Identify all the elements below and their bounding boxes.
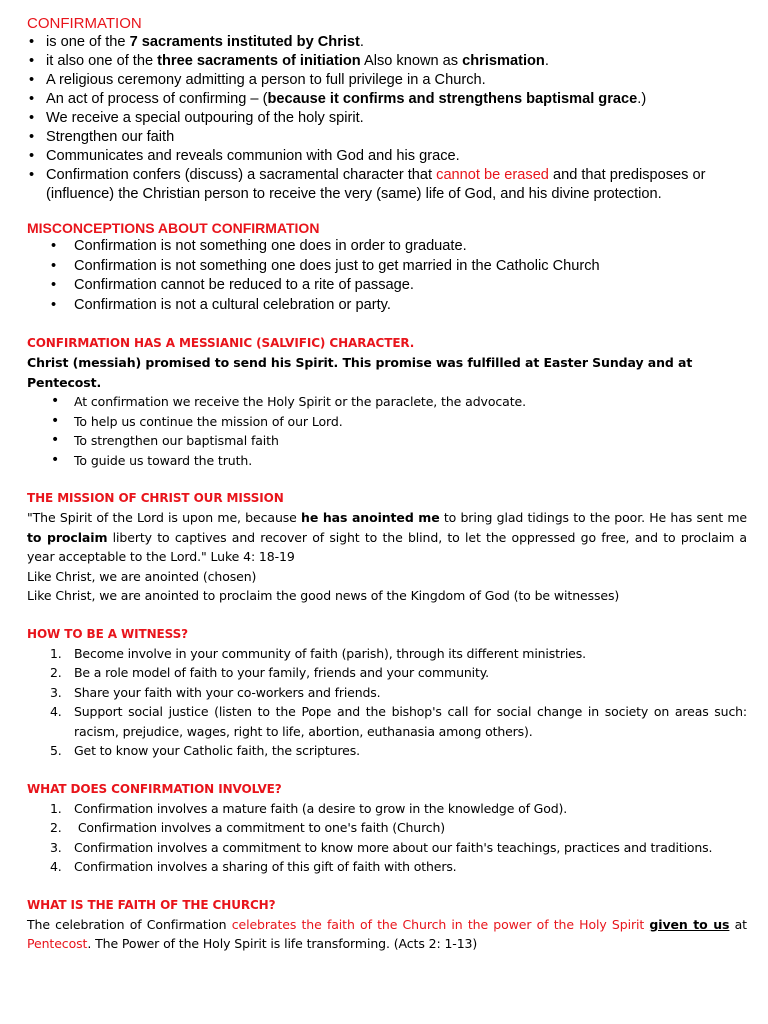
- list-item: • is one of the 7 sacraments instituted by Christ.: [27, 33, 747, 52]
- section-heading: THE MISSION OF CHRIST OUR MISSION: [27, 491, 284, 505]
- list-item: • To strengthen our baptismal faith: [27, 431, 747, 451]
- list-item: • it also one of the three sacraments of initiation Also known as chrismation.: [27, 52, 747, 71]
- section-mission: [27, 489, 747, 606]
- list-item: • Communicates and reveals communion with God and his grace.: [27, 147, 747, 166]
- section-involve: [27, 780, 747, 877]
- paragraph: Like Christ, we are anointed (chosen): [27, 568, 257, 584]
- section-heading: HOW TO BE A WITNESS?: [27, 626, 189, 641]
- list-item: 4. Support social justice (listen to the Pope and the bishop's call for social change in society on areas such: racism, prejudice, wages, right to life, abortion, euthanasia among others).: [50, 704, 747, 739]
- section-misconceptions: [27, 219, 747, 315]
- list-item: 3. Confirmation involves a commitment to know more about our faith's teachings, practices and traditions.: [50, 839, 713, 855]
- section-heading: CONFIRMATION: [27, 15, 142, 32]
- numbered-list: [27, 644, 747, 761]
- list-item: • To guide us toward the truth.: [27, 451, 747, 471]
- list-item: • We receive a special outpouring of the holy spirit.: [27, 109, 747, 128]
- scripture-quote: "The Spirit of the Lord is upon me, because he has anointed me to bring glad tidings to the poor. He has sent me to proclaim liberty to captives and recover of sight to the blind, to let the oppressed go free, and to proclaim a year acceptable to the Lord." Luke 4: 18-19: [27, 510, 747, 564]
- list-item: 4. Confirmation involves a sharing of this gift of faith with others.: [50, 859, 457, 874]
- list-item: • Confirmation is not a cultural celebration or party.: [27, 296, 747, 316]
- list-item: 2. Confirmation involves a commitment to one's faith (Church): [50, 820, 446, 835]
- bullet-list: [27, 237, 747, 315]
- list-item: • Strengthen our faith: [27, 128, 747, 147]
- list-item: 1. Become involve in your community of faith (parish), through its different ministries.: [50, 645, 586, 661]
- section-confirmation: [27, 14, 747, 204]
- list-item: • At confirmation we receive the Holy Spirit or the paraclete, the advocate.: [27, 392, 747, 412]
- bullet-list: [27, 33, 747, 204]
- section-faith: [27, 896, 747, 954]
- section-witness: [27, 625, 747, 761]
- paragraph: Like Christ, we are anointed to proclaim the good news of the Kingdom of God (to be witnesses): [27, 588, 620, 603]
- section-heading: WHAT IS THE FAITH OF THE CHURCH?: [27, 897, 276, 912]
- section-heading: WHAT DOES CONFIRMATION INVOLVE?: [27, 781, 282, 796]
- list-item: 5. Get to know your Catholic faith, the scriptures.: [50, 743, 360, 758]
- section-lead: Christ (messiah) promised to send his Spirit. This promise was fulfilled at Easter Sunday and at Pentecost.: [27, 355, 693, 390]
- document-page: [27, 14, 747, 954]
- list-item: • A religious ceremony admitting a person to full privilege in a Church.: [27, 71, 747, 90]
- section-messianic: [27, 334, 747, 470]
- list-item: • To help us continue the mission of our Lord.: [27, 412, 747, 432]
- numbered-list: [27, 799, 747, 877]
- list-item: • Confirmation confers (discuss) a sacramental character that cannot be erased and that predisposes or (influence) the Christian person to receive the very (same) life of God, and his divine protection.: [27, 166, 747, 204]
- bullet-list: [27, 392, 747, 470]
- list-item: 1. Confirmation involves a mature faith (a desire to grow in the knowledge of God).: [50, 800, 568, 816]
- list-item: • Confirmation cannot be reduced to a rite of passage.: [27, 276, 747, 296]
- list-item: 3. Share your faith with your co-workers and friends.: [50, 684, 381, 700]
- list-item: • Confirmation is not something one does just to get married in the Catholic Church: [27, 257, 747, 277]
- list-item: 2. Be a role model of faith to your family, friends and your community.: [50, 665, 489, 680]
- list-item: • An act of process of confirming – (because it confirms and strengthens baptismal grace.): [27, 90, 747, 109]
- paragraph: The celebration of Confirmation celebrates the faith of the Church in the power of the Holy Spirit given to us at Pentecost. The Power of the Holy Spirit is life transforming. (Acts 2: 1-13): [27, 916, 747, 951]
- list-item: • Confirmation is not something one does in order to graduate.: [27, 237, 747, 257]
- section-heading: CONFIRMATION HAS A MESSIANIC (SALVIFIC) CHARACTER.: [27, 336, 415, 350]
- section-heading: MISCONCEPTIONS ABOUT CONFIRMATION: [27, 220, 320, 236]
